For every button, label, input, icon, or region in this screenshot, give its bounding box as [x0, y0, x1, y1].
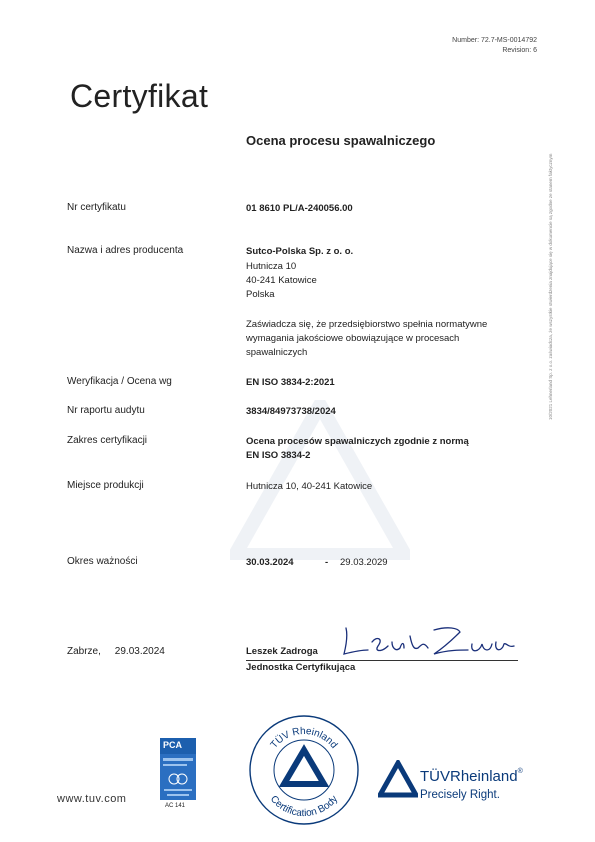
website-link[interactable]: www.tuv.com — [57, 793, 127, 805]
label-miejsce: Miejsce produkcji — [67, 480, 144, 491]
handwritten-signature — [338, 612, 518, 666]
value-zakres-2: EN ISO 3834-2 — [246, 450, 311, 461]
producent-city: 40-241 Katowice — [246, 275, 317, 286]
place-date: Zabrze, 29.03.2024 — [67, 646, 165, 657]
tuv-triangle-icon — [378, 760, 418, 800]
tuv-certification-seal — [248, 714, 360, 826]
label-producent: Nazwa i adres producenta — [67, 245, 184, 256]
statement-line-3: spawalniczych — [246, 347, 308, 358]
value-nr-certyfikatu: 01 8610 PL/A-240056.00 — [246, 203, 353, 214]
producent-street: Hutnicza 10 — [246, 261, 297, 272]
seal-text-top: TÜV Rheinland — [268, 725, 340, 751]
page-subtitle: Ocena procesu spawalniczego — [246, 133, 436, 148]
certificate-number: Number: 72.7-MS-0014792 — [452, 37, 537, 44]
statement-line-2: wymagania jakościowe obowiązujące w procesach — [246, 333, 460, 344]
pca-label: PCA — [163, 740, 183, 750]
statement-line-1: Zaświadcza się, że przedsiębiorstwo spełnia normatywne — [246, 319, 488, 330]
side-legal-text: 10/2021 Lehnerland Sp. z o.o. zaświadcza, że wszystkie stwierdzenia znajdujące się w dokumencie są zgodne ze stanem faktycznym — [548, 153, 553, 420]
value-miejsce: Hutnicza 10, 40-241 Katowice — [246, 481, 373, 492]
signatory-name: Leszek Zadroga — [246, 646, 318, 657]
brand-name: TÜVRheinland® — [420, 768, 523, 785]
revision: Revision: 6 — [502, 47, 537, 54]
okres-to: 29.03.2029 — [340, 557, 388, 568]
okres-from: 30.03.2024 — [246, 557, 294, 568]
brand-slogan: Precisely Right. — [420, 789, 500, 801]
value-weryfikacja: EN ISO 3834-2:2021 — [246, 377, 335, 388]
value-zakres-1: Ocena procesów spawalniczych zgodnie z normą — [246, 436, 469, 447]
pca-code: AC 141 — [165, 803, 186, 809]
label-nr-certyfikatu: Nr certyfikatu — [67, 202, 126, 213]
label-zakres: Zakres certyfikacji — [67, 435, 148, 446]
certification-unit: Jednostka Certyfikująca — [246, 662, 356, 673]
seal-text-bottom: Certification Body — [267, 793, 341, 820]
page-title: Certyfikat — [70, 78, 209, 114]
label-raport: Nr raportu audytu — [67, 405, 145, 416]
producent-country: Polska — [246, 289, 275, 300]
value-raport: 3834/84973738/2024 — [246, 406, 336, 417]
label-okres: Okres ważności — [67, 556, 138, 567]
okres-dash: - — [325, 557, 329, 568]
label-weryfikacja: Weryfikacja / Ocena wg — [67, 376, 172, 387]
producent-name: Sutco-Polska Sp. z o. o. — [246, 246, 354, 257]
